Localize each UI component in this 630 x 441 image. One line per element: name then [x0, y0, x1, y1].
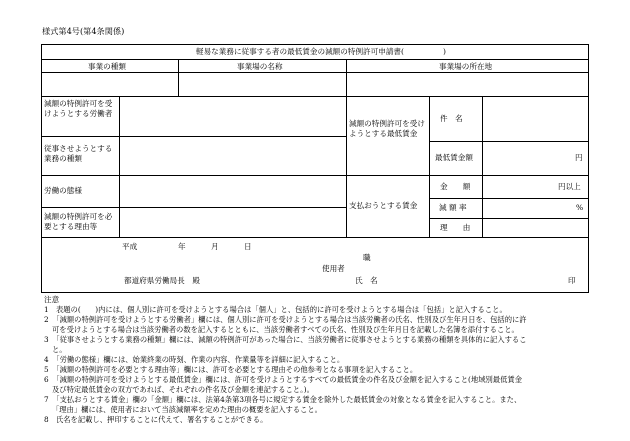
- label-wage-header: 支払おうとする賃金: [349, 201, 418, 210]
- note-line: 7 「支払おうとする賃金」欄の「金額」欄には、法第4条第3項各号に規定する賃金を除外した最低賃金の対象となる賃金を記入すること。また、: [44, 395, 522, 404]
- label-post: 職: [363, 253, 371, 262]
- label-employer: 使用者: [322, 264, 345, 273]
- note-line: 6 「減額の特例許可を受けようとする最低賃金」欄には、許可を受けようとするすべての最低賃金の件名及び金額を記入すること(地域別最低賃金: [44, 375, 522, 384]
- note-line: 3 「従事させようとする業務の種類」欄には、減額の特例許可があった場合に、当該労働者に従事させようとする業務の種類を具体的に記入するこ: [44, 335, 527, 344]
- header-business-type: 事業の種類: [88, 62, 126, 71]
- note-line: 2 「減額の特例許可を受けようとする労働者」欄には、個人別に許可を受けようとする場合は当該労働者の氏名、性別及び生年月日を、包括的に許: [44, 315, 527, 324]
- label-labor-form: 労働の態様: [44, 186, 82, 195]
- label-min-wage-amount: 最低賃金額: [435, 153, 473, 162]
- form-title: 軽易な業務に従事する者の最低賃金の減額の特例許可申請書(: [196, 47, 404, 56]
- label-min-wage-header: 減額の特例許可を受けようとする最低賃金: [349, 119, 425, 138]
- date-era: 平成: [122, 242, 138, 251]
- application-form-table: [41, 44, 589, 293]
- header-business-address: 事業場の所在地: [439, 62, 493, 71]
- label-reason: 減額の特例許可を必要とする理由等: [44, 212, 113, 231]
- label-duty-type: 従事させようとする業務の種類: [44, 144, 113, 163]
- label-money: 金 額: [440, 182, 471, 191]
- date-day: 日: [244, 242, 252, 251]
- notes-title: 注意: [44, 295, 60, 304]
- header-business-name: 事業場の名称: [237, 62, 283, 71]
- note-line: と。: [52, 345, 67, 354]
- label-case-name: 件 名: [440, 114, 463, 123]
- unit-yen: 円: [575, 153, 583, 162]
- note-line: 1 表題の( )内には、個人別に許可を受けようとする場合は「個人」と、包括的に許可を受けようとする場合は「包括」と記入すること。: [44, 305, 507, 314]
- note-line: 及び特定最低賃金の双方であれば、それぞれの件名及び金額を連記すること。)。: [52, 385, 314, 394]
- unit-percent: %: [576, 203, 584, 212]
- note-line: 4 「労働の態様」欄には、始業終業の時刻、作業の内容、作業量等を詳細に記入すること。: [44, 355, 345, 364]
- date-year: 年: [178, 242, 186, 251]
- label-target-worker: 減額の特例許可を受けようとする労働者: [44, 99, 113, 118]
- label-stamp: 印: [568, 276, 576, 285]
- addressee: 都道府県労働局長 殿: [124, 276, 200, 285]
- form-number: 様式第4号(第4条関係): [42, 26, 125, 36]
- form-title-close: ): [443, 47, 446, 56]
- label-ground: 理 由: [440, 223, 471, 232]
- note-line: 「理由」欄には、使用者において当該減額率を定めた理由の概要を記入すること。: [52, 405, 322, 414]
- label-employer-name: 氏 名: [355, 276, 378, 285]
- note-line: 8 氏名を記載し、押印することに代えて、署名することができる。: [44, 415, 268, 424]
- unit-yen-or-more: 円以上: [558, 182, 581, 191]
- note-line: 5 「減額の特例許可を必要とする理由等」欄には、許可を必要とする理由その他参考となる事項を記入すること。: [44, 365, 418, 374]
- label-reduction-rate: 減 額 率: [439, 203, 467, 212]
- date-month: 月: [211, 242, 219, 251]
- note-line: 可を受けようとする場合は当該労働者の数を記入するとともに、当該労働者すべての氏名、性別及び生年月日を記載した名簿を添付すること。: [52, 325, 519, 334]
